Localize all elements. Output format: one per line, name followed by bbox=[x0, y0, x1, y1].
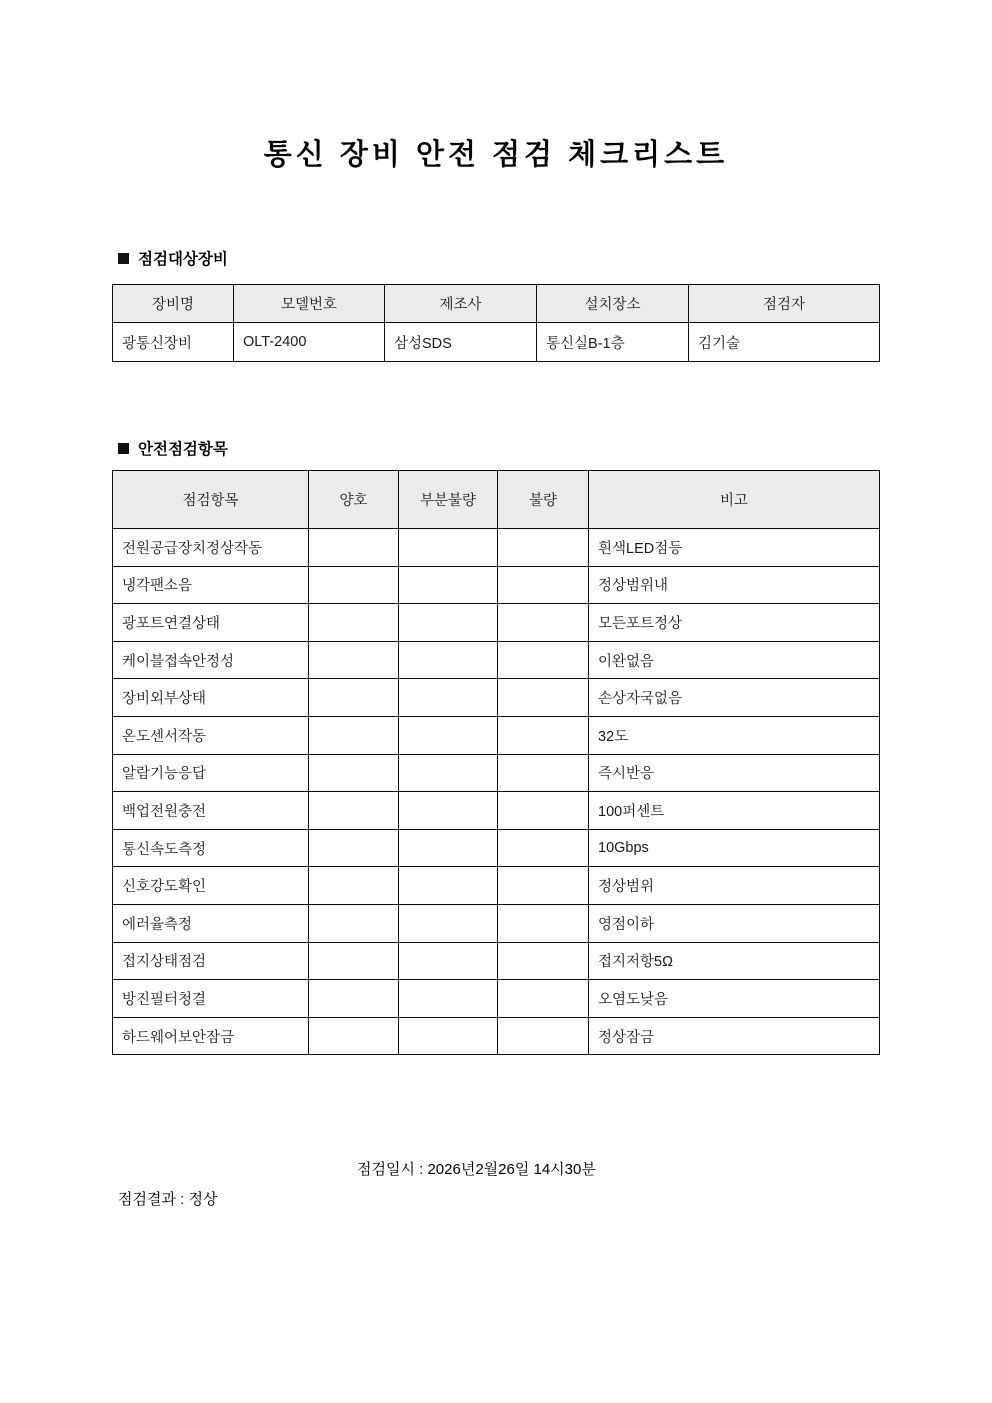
section-heading-equipment bbox=[118, 247, 228, 269]
checkbox-cell-good[interactable] bbox=[309, 942, 399, 980]
column-header-model-number: 모델번호 bbox=[234, 285, 385, 323]
section-heading-equipment-label: 점검대상장비 bbox=[138, 251, 228, 268]
cell-check-item: 전원공급장치정상작동 bbox=[113, 529, 309, 567]
checkbox-cell-partial[interactable] bbox=[399, 980, 498, 1018]
column-header-bad: 불량 bbox=[498, 471, 589, 529]
cell-remarks: 모든포트정상 bbox=[589, 604, 880, 642]
checkbox-cell-bad[interactable] bbox=[498, 829, 589, 867]
checkbox-cell-bad[interactable] bbox=[498, 641, 589, 679]
cell-check-item: 백업전원충전 bbox=[113, 792, 309, 830]
checkbox-cell-bad[interactable] bbox=[498, 867, 589, 905]
table-row bbox=[113, 867, 880, 905]
cell-check-item: 통신속도측정 bbox=[113, 829, 309, 867]
checkbox-cell-partial[interactable] bbox=[399, 679, 498, 717]
checkbox-cell-good[interactable] bbox=[309, 792, 399, 830]
cell-check-item: 알람기능응답 bbox=[113, 754, 309, 792]
cell-check-item: 광포트연결상태 bbox=[113, 604, 309, 642]
checkbox-cell-good[interactable] bbox=[309, 754, 399, 792]
table-row bbox=[113, 323, 880, 362]
column-header-remarks: 비고 bbox=[589, 471, 880, 529]
checkbox-cell-bad[interactable] bbox=[498, 942, 589, 980]
cell-inspector: 김기술 bbox=[689, 323, 880, 362]
page-title: 통신 장비 안전 점검 체크리스트 bbox=[263, 139, 729, 171]
checkbox-cell-bad[interactable] bbox=[498, 529, 589, 567]
checkbox-cell-good[interactable] bbox=[309, 1017, 399, 1055]
checkbox-cell-bad[interactable] bbox=[498, 980, 589, 1018]
checkbox-cell-good[interactable] bbox=[309, 904, 399, 942]
table-row bbox=[113, 716, 880, 754]
cell-model-number: OLT-2400 bbox=[234, 323, 385, 362]
checkbox-cell-partial[interactable] bbox=[399, 829, 498, 867]
column-header-manufacturer: 제조사 bbox=[385, 285, 537, 323]
cell-remarks: 즉시반응 bbox=[589, 754, 880, 792]
table-row bbox=[113, 566, 880, 604]
checkbox-cell-partial[interactable] bbox=[399, 716, 498, 754]
section-heading-checklist-label: 안전점검항목 bbox=[138, 441, 228, 458]
checkbox-cell-good[interactable] bbox=[309, 641, 399, 679]
equipment-info-table bbox=[112, 284, 880, 362]
table-row bbox=[113, 679, 880, 717]
table-header-row bbox=[113, 285, 880, 323]
table-row bbox=[113, 604, 880, 642]
checkbox-cell-partial[interactable] bbox=[399, 942, 498, 980]
cell-check-item: 장비외부상태 bbox=[113, 679, 309, 717]
cell-manufacturer: 삼성SDS bbox=[385, 323, 537, 362]
cell-install-location: 통신실B-1층 bbox=[537, 323, 689, 362]
checkbox-cell-partial[interactable] bbox=[399, 529, 498, 567]
cell-check-item: 접지상태점검 bbox=[113, 942, 309, 980]
checkbox-cell-partial[interactable] bbox=[399, 792, 498, 830]
table-row bbox=[113, 529, 880, 567]
cell-check-item: 하드웨어보안잠금 bbox=[113, 1017, 309, 1055]
checkbox-cell-partial[interactable] bbox=[399, 904, 498, 942]
cell-remarks: 오염도낮음 bbox=[589, 980, 880, 1018]
cell-remarks: 영점이하 bbox=[589, 904, 880, 942]
checkbox-cell-good[interactable] bbox=[309, 679, 399, 717]
cell-check-item: 냉각팬소음 bbox=[113, 566, 309, 604]
cell-remarks: 정상잠금 bbox=[589, 1017, 880, 1055]
checkbox-cell-good[interactable] bbox=[309, 716, 399, 754]
inspection-datetime: 점검일시 : 2026년2월26일 14시30분 bbox=[357, 1161, 596, 1178]
cell-remarks: 정상범위 bbox=[589, 867, 880, 905]
cell-remarks: 이완없음 bbox=[589, 641, 880, 679]
table-row bbox=[113, 641, 880, 679]
checkbox-cell-good[interactable] bbox=[309, 867, 399, 905]
cell-remarks: 32도 bbox=[589, 716, 880, 754]
table-row bbox=[113, 754, 880, 792]
cell-check-item: 에러율측정 bbox=[113, 904, 309, 942]
cell-remarks: 손상자국없음 bbox=[589, 679, 880, 717]
checkbox-cell-partial[interactable] bbox=[399, 641, 498, 679]
column-header-inspector: 점검자 bbox=[689, 285, 880, 323]
table-row bbox=[113, 1017, 880, 1055]
checkbox-cell-partial[interactable] bbox=[399, 566, 498, 604]
table-row bbox=[113, 942, 880, 980]
column-header-equipment-name: 장비명 bbox=[113, 285, 234, 323]
square-bullet-icon bbox=[118, 443, 129, 454]
cell-check-item: 신호강도확인 bbox=[113, 867, 309, 905]
column-header-install-location: 설치장소 bbox=[537, 285, 689, 323]
table-header-row bbox=[113, 471, 880, 529]
cell-check-item: 온도센서작동 bbox=[113, 716, 309, 754]
inspection-result: 점검결과 : 정상 bbox=[118, 1191, 218, 1208]
checkbox-cell-partial[interactable] bbox=[399, 1017, 498, 1055]
column-header-partial: 부분불량 bbox=[399, 471, 498, 529]
checkbox-cell-good[interactable] bbox=[309, 604, 399, 642]
table-row bbox=[113, 980, 880, 1018]
checkbox-cell-bad[interactable] bbox=[498, 566, 589, 604]
checkbox-cell-partial[interactable] bbox=[399, 604, 498, 642]
table-row bbox=[113, 904, 880, 942]
cell-equipment-name: 광통신장비 bbox=[113, 323, 234, 362]
cell-remarks: 100퍼센트 bbox=[589, 792, 880, 830]
cell-check-item: 방진필터청결 bbox=[113, 980, 309, 1018]
checkbox-cell-good[interactable] bbox=[309, 566, 399, 604]
square-bullet-icon bbox=[118, 253, 129, 264]
checkbox-cell-bad[interactable] bbox=[498, 792, 589, 830]
checkbox-cell-bad[interactable] bbox=[498, 716, 589, 754]
section-heading-checklist bbox=[118, 437, 228, 459]
cell-check-item: 케이블접속안정성 bbox=[113, 641, 309, 679]
checkbox-cell-partial[interactable] bbox=[399, 867, 498, 905]
checkbox-cell-bad[interactable] bbox=[498, 1017, 589, 1055]
cell-remarks: 10Gbps bbox=[589, 829, 880, 867]
checkbox-cell-good[interactable] bbox=[309, 829, 399, 867]
cell-remarks: 정상범위내 bbox=[589, 566, 880, 604]
checkbox-cell-bad[interactable] bbox=[498, 904, 589, 942]
column-header-check-item: 점검항목 bbox=[113, 471, 309, 529]
checkbox-cell-good[interactable] bbox=[309, 980, 399, 1018]
checkbox-cell-partial[interactable] bbox=[399, 754, 498, 792]
checkbox-cell-bad[interactable] bbox=[498, 679, 589, 717]
checkbox-cell-good[interactable] bbox=[309, 529, 399, 567]
safety-checklist-table bbox=[112, 470, 880, 1055]
checkbox-cell-bad[interactable] bbox=[498, 754, 589, 792]
column-header-good: 양호 bbox=[309, 471, 399, 529]
table-row bbox=[113, 792, 880, 830]
cell-remarks: 흰색LED점등 bbox=[589, 529, 880, 567]
checkbox-cell-bad[interactable] bbox=[498, 604, 589, 642]
cell-remarks: 접지저항5Ω bbox=[589, 942, 880, 980]
table-row bbox=[113, 829, 880, 867]
